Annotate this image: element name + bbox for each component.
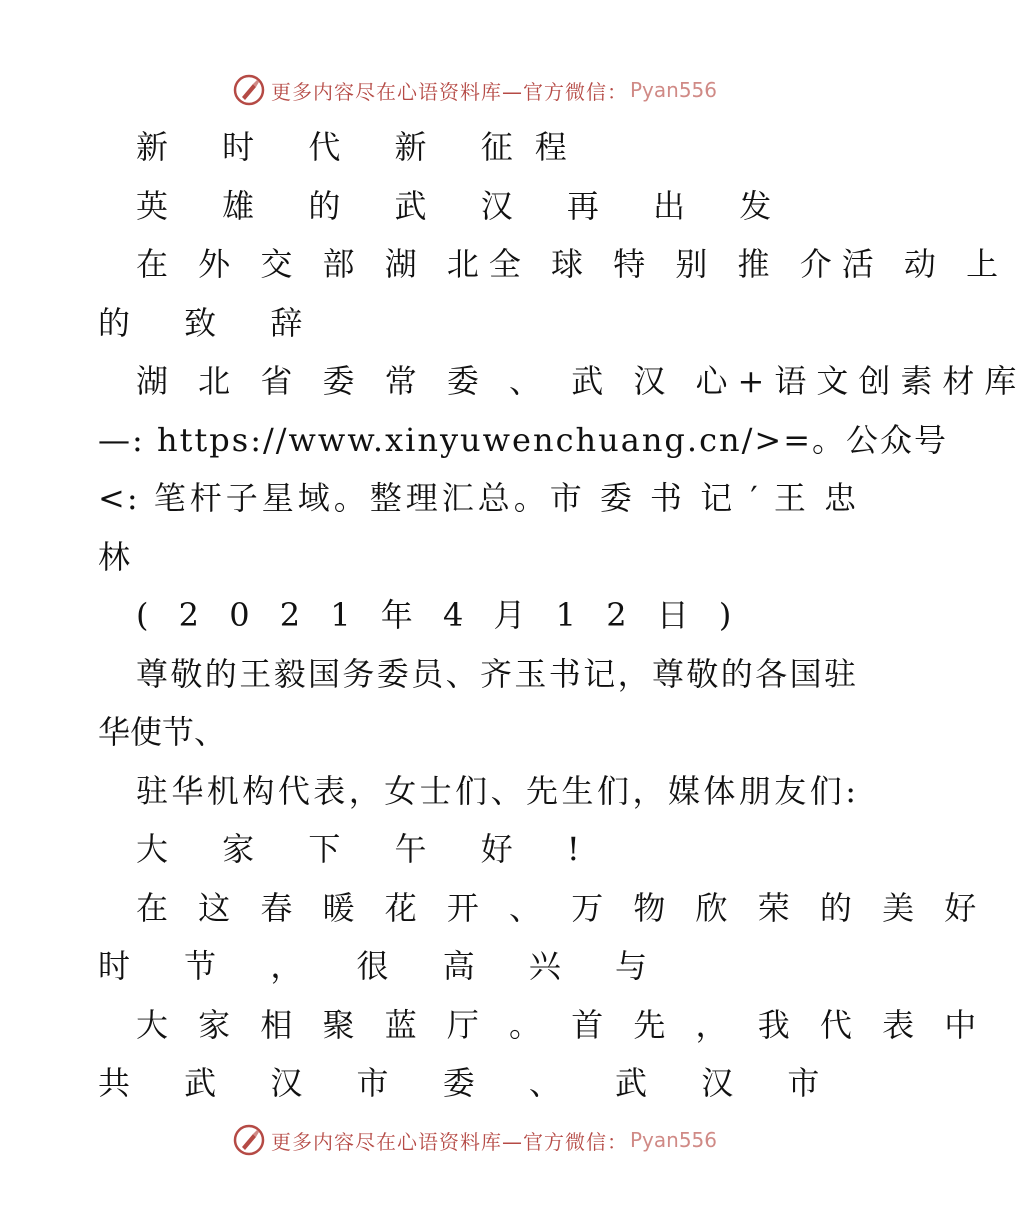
title-line-1: 新 时 代 新 征程	[136, 128, 589, 166]
document-body	[98, 118, 1026, 1113]
greeting-line: 大 家 下 午 好 !	[136, 830, 602, 868]
title-line-2: 英 雄 的 武 汉 再 出 发	[136, 186, 794, 225]
watermark-id: Pyan556	[629, 78, 717, 102]
paragraph-line-2: 时 节 ， 很 高 兴 与	[98, 947, 670, 985]
title-line-3: 在 外 交 部 湖 北全 球 特 别 推 介活 动 上	[136, 245, 1009, 283]
paragraph-line-3: 大 家 相 聚 蓝 厅 。 首 先 ， 我 代 表 中	[136, 1005, 987, 1044]
paragraph-line-1: 在 这 春 暖 花 开 、 万 物 欣 荣 的 美 好	[136, 888, 987, 927]
author-line-4: 林	[98, 537, 131, 576]
header-watermark	[0, 70, 950, 110]
pen-logo-icon	[233, 1124, 265, 1156]
author-line-3: <: 笔杆子星域。整理汇总。市 委 书 记 ′ 王 忠	[98, 479, 858, 517]
watermark-text: 更多内容尽在心语资料库—官方微信：	[270, 79, 628, 104]
footer-watermark	[0, 1120, 950, 1160]
pen-logo-icon	[233, 74, 265, 106]
author-line-2: —: https://www.xinyuwenchuang.cn/>=。公众号	[98, 420, 949, 459]
date-line: ( 2 0 2 1 年 4 月 1 2 日 )	[136, 596, 742, 634]
paragraph-line-4: 共 武 汉 市 委 、 武 汉 市	[98, 1064, 842, 1102]
author-line-1: 湖 北 省 委 常 委 、 武 汉 心+语文创素材库	[136, 362, 1026, 400]
salutation-line-3: 驻华机构代表，女士们、先生们，媒体朋友们:	[136, 771, 858, 810]
salutation-line-2: 华使节、	[98, 713, 227, 751]
title-line-4: 的 致 辞	[98, 303, 325, 342]
watermark-text: 更多内容尽在心语资料库—官方微信：	[270, 1129, 628, 1154]
watermark-id: Pyan556	[629, 1128, 717, 1152]
salutation-line-1: 尊敬的王毅国务委员、齐玉书记，尊敬的各国驻	[136, 654, 858, 693]
